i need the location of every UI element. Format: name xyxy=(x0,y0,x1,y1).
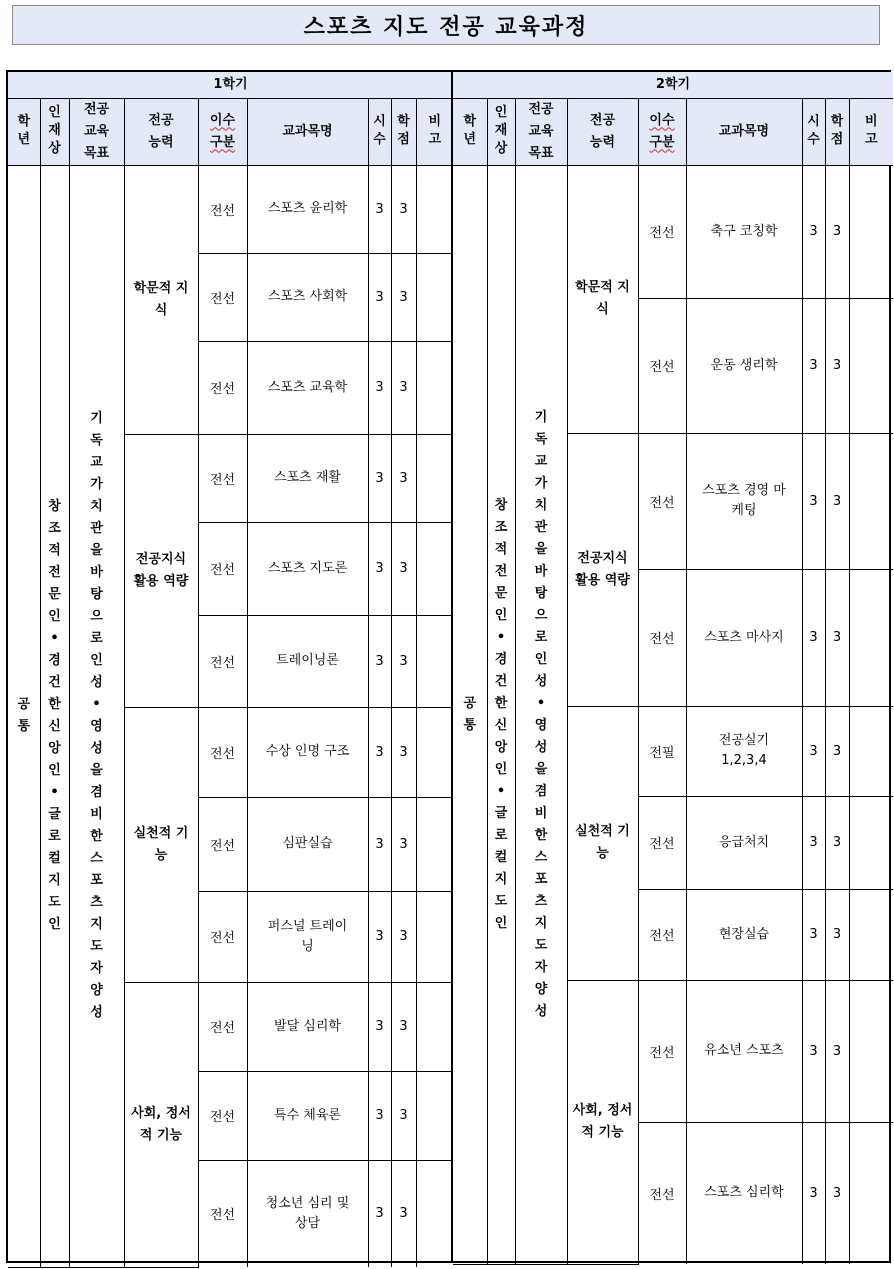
course-type: 전선 xyxy=(198,341,247,434)
course-type: 전선 xyxy=(198,1071,247,1160)
course-hours: 3 xyxy=(802,433,825,569)
competency-cell: 사회, 정서적 기능 xyxy=(124,982,198,1267)
course-note xyxy=(416,434,453,522)
course-credits: 3 xyxy=(825,1122,849,1264)
page-title: 스포츠 지도 전공 교육과정 xyxy=(12,5,880,45)
course-hours: 3 xyxy=(368,434,391,522)
course-type: 전선 xyxy=(638,165,686,298)
header-grade: 학년 xyxy=(453,98,487,165)
course-type: 전선 xyxy=(638,298,686,433)
course-name: 스포츠 교육학 xyxy=(247,341,368,434)
course-name: 특수 체육론 xyxy=(247,1071,368,1160)
goal-cell: 기독교가치관을 바탕으로 인성•영성을 겸비한 스포츠지도자양성 xyxy=(69,165,124,1267)
course-credits: 3 xyxy=(391,1160,416,1267)
course-note xyxy=(416,797,453,891)
header-credits: 학점 xyxy=(825,98,849,165)
header-type: 이수구분 xyxy=(198,98,247,165)
competency-cell: 실천적 기능 xyxy=(124,707,198,982)
course-hours: 3 xyxy=(802,706,825,796)
course-name: 수상 인명 구조 xyxy=(247,707,368,797)
course-name: 현장실습 xyxy=(686,889,802,980)
course-note xyxy=(416,522,453,615)
course-note xyxy=(416,982,453,1071)
header-talent: 인재상 xyxy=(487,98,515,165)
header-goal: 전공교육목표 xyxy=(69,98,124,165)
course-credits: 3 xyxy=(825,569,849,706)
course-credits: 3 xyxy=(825,706,849,796)
course-hours: 3 xyxy=(802,165,825,298)
course-hours: 3 xyxy=(802,796,825,889)
course-name: 발달 심리학 xyxy=(247,982,368,1071)
course-credits: 3 xyxy=(391,707,416,797)
talent-cell: 창조적전문인•경건한신앙인•글로컬지도인 xyxy=(487,165,515,1264)
header-hours: 시수 xyxy=(802,98,825,165)
header-type: 이수구분 xyxy=(638,98,686,165)
course-type: 전선 xyxy=(198,891,247,982)
course-type: 전선 xyxy=(198,522,247,615)
course-type: 전선 xyxy=(198,797,247,891)
course-hours: 3 xyxy=(802,569,825,706)
course-note xyxy=(416,341,453,434)
course-hours: 3 xyxy=(368,165,391,253)
course-type: 전선 xyxy=(638,889,686,980)
course-name: 운동 생리학 xyxy=(686,298,802,433)
course-type: 전필 xyxy=(638,706,686,796)
semester-2-table xyxy=(451,70,891,1263)
course-hours: 3 xyxy=(368,522,391,615)
course-type: 전선 xyxy=(198,253,247,341)
course-credits: 3 xyxy=(825,298,849,433)
course-name: 퍼스널 트레이닝 xyxy=(247,891,368,982)
header-note: 비고 xyxy=(849,98,893,165)
course-name: 전공실기 1,2,3,4 xyxy=(686,706,802,796)
course-hours: 3 xyxy=(802,1122,825,1264)
course-hours: 3 xyxy=(368,982,391,1071)
header-credits: 학점 xyxy=(391,98,416,165)
competency-cell: 전공지식 활용 역량 xyxy=(567,433,638,706)
grade-cell: 공통 xyxy=(8,165,40,1267)
course-type: 전선 xyxy=(638,980,686,1122)
course-credits: 3 xyxy=(391,1071,416,1160)
course-note xyxy=(416,891,453,982)
competency-cell: 전공지식 활용 역량 xyxy=(124,434,198,707)
course-name: 스포츠 윤리학 xyxy=(247,165,368,253)
course-note xyxy=(849,1122,893,1264)
course-note xyxy=(416,1071,453,1160)
course-name: 스포츠 심리학 xyxy=(686,1122,802,1264)
course-name: 응급처치 xyxy=(686,796,802,889)
semester-label: 1학기 xyxy=(8,72,453,98)
course-name: 스포츠 지도론 xyxy=(247,522,368,615)
course-hours: 3 xyxy=(368,707,391,797)
course-note xyxy=(849,980,893,1122)
course-type: 전선 xyxy=(638,1122,686,1264)
course-type: 전선 xyxy=(198,1160,247,1267)
course-hours: 3 xyxy=(368,1160,391,1267)
course-credits: 3 xyxy=(825,796,849,889)
course-hours: 3 xyxy=(802,889,825,980)
course-credits: 3 xyxy=(391,165,416,253)
course-credits: 3 xyxy=(391,522,416,615)
course-credits: 3 xyxy=(825,433,849,569)
course-name: 축구 코칭학 xyxy=(686,165,802,298)
header-competency: 전공능력 xyxy=(124,98,198,165)
competency-cell: 학문적 지식 xyxy=(567,165,638,433)
course-note xyxy=(416,165,453,253)
course-credits: 3 xyxy=(391,253,416,341)
course-credits: 3 xyxy=(391,891,416,982)
course-credits: 3 xyxy=(825,980,849,1122)
course-type: 전선 xyxy=(198,982,247,1071)
header-grade: 학년 xyxy=(8,98,40,165)
header-hours: 시수 xyxy=(368,98,391,165)
semester-label: 2학기 xyxy=(453,72,893,98)
header-competency: 전공능력 xyxy=(567,98,638,165)
goal-cell: 기독교가치관을 바탕으로 인성•영성을 겸비한 스포츠지도자양성 xyxy=(515,165,567,1264)
course-name: 스포츠 재활 xyxy=(247,434,368,522)
grade-cell: 공통 xyxy=(453,165,487,1264)
course-credits: 3 xyxy=(391,797,416,891)
course-credits: 3 xyxy=(391,434,416,522)
course-type: 전선 xyxy=(638,433,686,569)
competency-cell: 학문적 지식 xyxy=(124,165,198,434)
header-course: 교과목명 xyxy=(686,98,802,165)
course-note xyxy=(416,707,453,797)
course-note xyxy=(849,706,893,796)
course-type: 전선 xyxy=(638,569,686,706)
course-note xyxy=(416,1160,453,1267)
course-name: 스포츠 경영 마케팅 xyxy=(686,433,802,569)
course-credits: 3 xyxy=(825,165,849,298)
course-note xyxy=(849,569,893,706)
course-type: 전선 xyxy=(198,707,247,797)
course-name: 스포츠 사회학 xyxy=(247,253,368,341)
talent-cell: 창조적전문인•경건한신앙인•글로컬지도인 xyxy=(40,165,69,1267)
table-row xyxy=(8,165,453,253)
course-hours: 3 xyxy=(368,253,391,341)
competency-cell: 실천적 기능 xyxy=(567,706,638,980)
course-type: 전선 xyxy=(198,434,247,522)
course-hours: 3 xyxy=(368,891,391,982)
course-hours: 3 xyxy=(802,980,825,1122)
course-credits: 3 xyxy=(391,982,416,1071)
course-credits: 3 xyxy=(825,889,849,980)
course-name: 청소년 심리 및 상담 xyxy=(247,1160,368,1267)
course-hours: 3 xyxy=(368,341,391,434)
course-type: 전선 xyxy=(198,615,247,707)
course-hours: 3 xyxy=(368,797,391,891)
course-note xyxy=(416,615,453,707)
course-type: 전선 xyxy=(198,165,247,253)
course-name: 스포츠 마사지 xyxy=(686,569,802,706)
course-hours: 3 xyxy=(368,1071,391,1160)
course-note xyxy=(849,889,893,980)
course-note xyxy=(849,433,893,569)
header-note: 비고 xyxy=(416,98,453,165)
header-goal: 전공교육목표 xyxy=(515,98,567,165)
course-hours: 3 xyxy=(802,298,825,433)
course-name: 심판실습 xyxy=(247,797,368,891)
course-note xyxy=(849,165,893,298)
course-credits: 3 xyxy=(391,615,416,707)
table-row xyxy=(453,165,893,298)
course-type: 전선 xyxy=(638,796,686,889)
course-credits: 3 xyxy=(391,341,416,434)
header-talent: 인재상 xyxy=(40,98,69,165)
course-note xyxy=(849,298,893,433)
course-name: 유소년 스포츠 xyxy=(686,980,802,1122)
course-hours: 3 xyxy=(368,615,391,707)
course-note xyxy=(416,253,453,341)
semester-1-table xyxy=(6,70,453,1263)
course-note xyxy=(849,796,893,889)
course-name: 트레이닝론 xyxy=(247,615,368,707)
competency-cell: 사회, 정서적 기능 xyxy=(567,980,638,1264)
header-course: 교과목명 xyxy=(247,98,368,165)
